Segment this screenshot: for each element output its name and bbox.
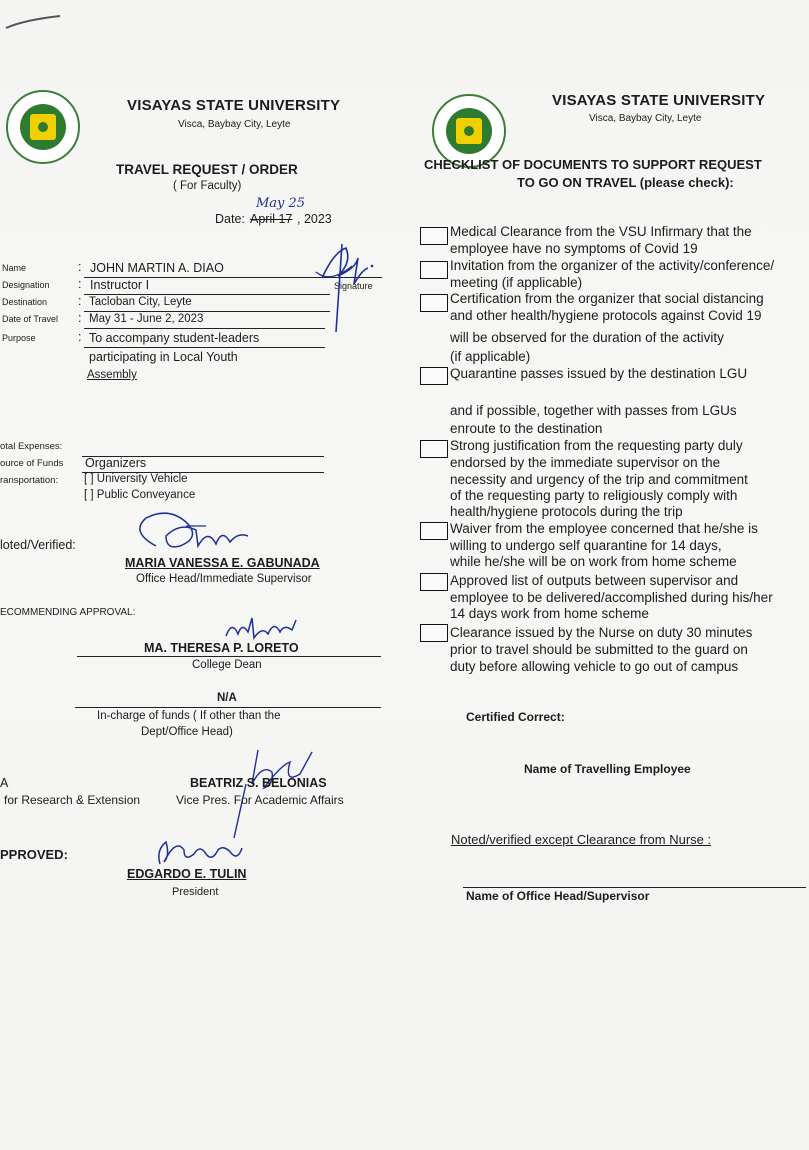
destination-colon: : [78, 294, 82, 308]
item-8-line-2: prior to travel should be submitted to the guard on [450, 642, 748, 657]
purpose-line-3: Assembly [87, 369, 137, 381]
noted-verified-label: loted/Verified: [0, 538, 76, 552]
funds-incharge-title-1: In-charge of funds ( If other than the [97, 710, 281, 722]
signature-label: Signature [334, 281, 373, 291]
purpose-line-1: To accompany student-leaders [89, 331, 260, 345]
item-5-line-5: health/hygiene protocols during the trip [450, 504, 683, 519]
item-7-line-1: Approved list of outputs between supervisor and [450, 573, 739, 588]
checkbox-waiver[interactable] [420, 522, 448, 540]
supervisor-name: MARIA VANESSA E. GABUNADA [125, 556, 320, 570]
item-3-line-3: will be observed for the duration of the activity [450, 330, 724, 345]
checkbox-certification[interactable] [420, 294, 448, 312]
item-5-line-3: necessity and urgency of the trip and commitment [450, 472, 748, 487]
item-5-line-4: of the requesting party to religiously comply with [450, 488, 738, 503]
item-4-line-2: and if possible, together with passes from LGUs [450, 403, 737, 418]
vp-title: Vice Pres. For Academic Affairs [176, 793, 344, 807]
date-of-travel-colon: : [78, 311, 82, 325]
checklist-title-2: TO GO ON TRAVEL (please check): [517, 175, 734, 190]
date-of-travel-label: Date of Travel [2, 314, 59, 324]
funds-incharge-title-2: Dept/Office Head) [141, 726, 233, 738]
item-6-line-1: Waiver from the employee concerned that he/she is [450, 521, 758, 536]
date-handwritten: May 25 [256, 196, 306, 211]
item-4-line-3: enroute to the destination [450, 421, 603, 436]
name-value: JOHN MARTIN A. DIAO [90, 261, 224, 275]
source-of-funds-label: ource of Funds [0, 458, 64, 469]
certified-correct-label: Certified Correct: [466, 710, 565, 724]
president-title: President [172, 886, 219, 898]
name-colon: : [78, 260, 82, 274]
item-1-line-2: employee have no symptoms of Covid 19 [450, 241, 698, 256]
dean-title: College Dean [192, 659, 262, 671]
supervisor-signature [126, 506, 258, 563]
checklist-title-1: CHECKLIST OF DOCUMENTS TO SUPPORT REQUEST [424, 157, 762, 172]
total-expenses-label: otal Expenses: [0, 441, 63, 452]
destination-label: Destination [2, 297, 48, 307]
designation-label: Designation [2, 280, 50, 290]
university-name: VISAYAS STATE UNIVERSITY [127, 97, 341, 114]
purpose-line-2: participating in Local Youth [89, 350, 238, 364]
date-label: Date: [215, 212, 245, 226]
checkbox-medical-clearance[interactable] [420, 227, 448, 245]
date-struck: April 17 [250, 212, 293, 226]
designation-colon: : [78, 277, 82, 291]
dean-name: MA. THERESA P. LORETO [144, 641, 299, 655]
right-university-address: Visca, Baybay City, Leyte [589, 113, 702, 124]
item-7-line-3: 14 days work from home scheme [450, 606, 649, 621]
item-5-line-2: endorsed by the immediate supervisor on the [450, 455, 721, 470]
checkbox-strong-justification[interactable] [420, 440, 448, 458]
pen-mark [4, 10, 64, 37]
item-5-line-1: Strong justification from the requesting party duly [450, 438, 743, 453]
travelling-employee-label: Name of Travelling Employee [524, 762, 691, 776]
transportation-label: ransportation: [0, 475, 59, 486]
checkbox-invitation[interactable] [420, 261, 448, 279]
item-3-line-4: (if applicable) [450, 349, 531, 364]
date-year: , 2023 [297, 212, 332, 226]
purpose-colon: : [78, 330, 82, 344]
checkbox-nurse-clearance[interactable] [420, 624, 448, 642]
vp-research-title: for Research & Extension [4, 793, 141, 807]
transport-option-public-conveyance: [ ] Public Conveyance [84, 489, 196, 501]
destination-value: Tacloban City, Leyte [89, 296, 192, 308]
checkbox-quarantine-passes[interactable] [420, 367, 448, 385]
source-of-funds-value: Organizers [85, 456, 147, 470]
recommending-approval-label: ECOMMENDING APPROVAL: [0, 607, 136, 618]
item-7-line-2: employee to be delivered/accomplished during his/her [450, 590, 773, 605]
item-4-line-1: Quarantine passes issued by the destination LGU [450, 366, 748, 381]
checkbox-approved-outputs[interactable] [420, 573, 448, 591]
item-3-line-1: Certification from the organizer that social distancing [450, 291, 764, 306]
university-address: Visca, Baybay City, Leyte [178, 119, 291, 130]
supervisor-title: Office Head/Immediate Supervisor [136, 573, 312, 585]
noted-except-label: Noted/verified except Clearance from Nurse : [451, 832, 712, 847]
item-8-line-1: Clearance issued by the Nurse on duty 30 minutes [450, 625, 753, 640]
form-title: TRAVEL REQUEST / ORDER [116, 162, 298, 177]
requester-signature [312, 232, 382, 343]
office-head-label: Name of Office Head/Supervisor [466, 889, 650, 903]
item-6-line-3: while he/she will be on work from home scheme [450, 554, 737, 569]
designation-value: Instructor I [90, 278, 150, 292]
approved-label: PPROVED: [0, 847, 68, 862]
vp-name: BEATRIZ S. BELONIAS [190, 776, 327, 790]
item-2-line-1: Invitation from the organizer of the activity/conference/ [450, 258, 775, 273]
purpose-label: Purpose [2, 333, 36, 343]
date-of-travel-value: May 31 - June 2, 2023 [89, 313, 204, 325]
funds-incharge-name: N/A [217, 692, 237, 704]
president-name: EDGARDO E. TULIN [127, 867, 247, 881]
vp-left-letter: A [0, 776, 9, 790]
item-1-line-1: Medical Clearance from the VSU Infirmary that the [450, 224, 752, 239]
item-2-line-2: meeting (if applicable) [450, 275, 583, 290]
item-3-line-2: and other health/hygiene protocols against Covid 19 [450, 308, 762, 323]
right-university-name: VISAYAS STATE UNIVERSITY [552, 92, 766, 109]
name-label: Name [2, 263, 27, 273]
item-6-line-2: willing to undergo self quarantine for 14 days, [450, 538, 722, 553]
university-seal-icon [6, 90, 80, 164]
transport-option-university-vehicle: [ ] University Vehicle [84, 473, 188, 485]
form-subtitle: ( For Faculty) [173, 180, 242, 192]
item-8-line-3: duty before allowing vehicle to go out of campus [450, 659, 739, 674]
